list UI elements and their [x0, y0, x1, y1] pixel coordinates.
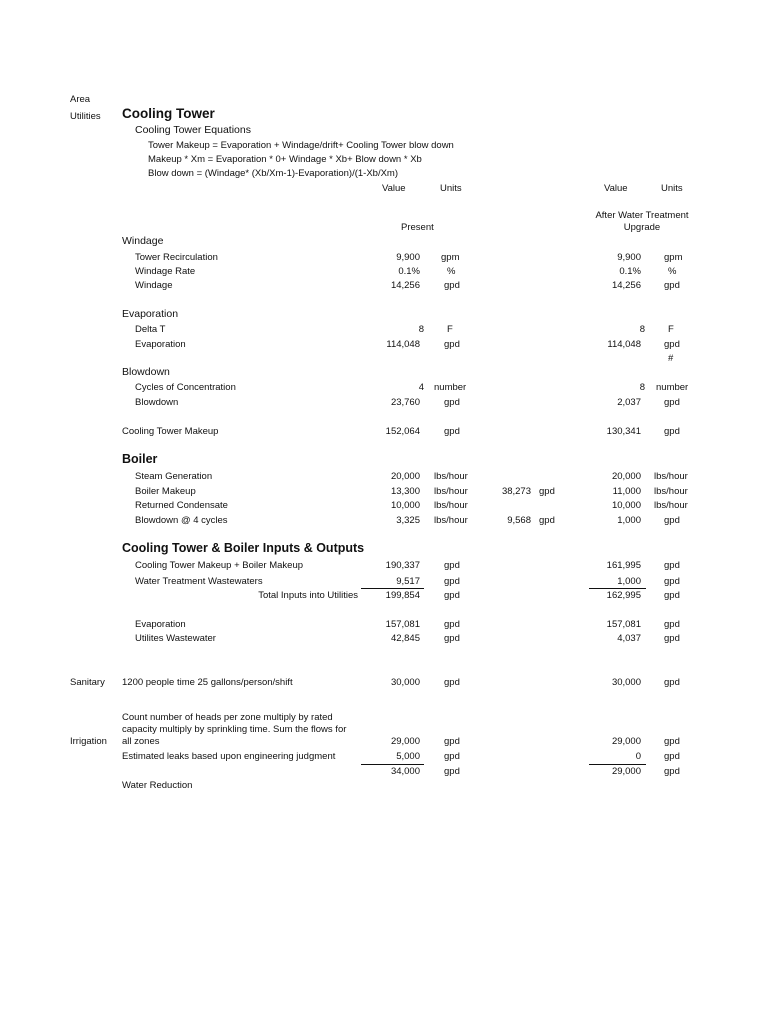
mid-value: 38,273: [501, 486, 531, 497]
row-label: Steam Generation: [135, 471, 213, 482]
after-units: gpd: [664, 339, 680, 350]
mid-value: 9,568: [507, 515, 531, 526]
row-label: Tower Recirculation: [135, 252, 218, 263]
irrigation-label: Irrigation: [70, 736, 107, 747]
present-value: 9,517: [396, 576, 420, 587]
after-value: 10,000: [611, 500, 641, 511]
after-units: lbs/hour: [654, 486, 688, 497]
after-units: F: [668, 324, 674, 335]
equations-title: Cooling Tower Equations: [135, 124, 251, 136]
equation-1: Tower Makeup = Evaporation + Windage/drift+ Cooling Tower blow down: [148, 140, 454, 151]
present-value: 30,000: [390, 677, 420, 688]
present-units: %: [447, 266, 456, 277]
after-units: gpd: [664, 633, 680, 644]
after-units: lbs/hour: [654, 471, 688, 482]
blowdown-header: Blowdown: [122, 366, 170, 378]
present-units: gpd: [444, 560, 460, 571]
present-value: 199,854: [385, 590, 420, 601]
after-units: gpd: [664, 560, 680, 571]
row-label: Delta T: [135, 324, 166, 335]
boiler-title: Boiler: [122, 452, 158, 466]
after-units: gpd: [664, 751, 680, 762]
after-value: 1,000: [617, 576, 641, 587]
equation-2: Makeup * Xm = Evaporation * 0+ Windage * Xb+ Blow down * Xb: [148, 154, 422, 165]
present-units: gpd: [444, 426, 460, 437]
present-units: gpm: [441, 252, 460, 263]
after-value: 20,000: [611, 471, 641, 482]
present-header: Present: [401, 222, 434, 233]
present-value: 23,760: [390, 397, 420, 408]
io-title: Cooling Tower & Boiler Inputs & Outputs: [122, 541, 365, 555]
after-units: %: [668, 266, 677, 277]
after-value: 30,000: [611, 677, 641, 688]
irrigation-sum-line-after: [589, 764, 646, 765]
leaks-label: Estimated leaks based upon engineering judgment: [122, 751, 336, 762]
irrigation-desc-line1: Count number of heads per zone multiply by rated: [122, 712, 333, 723]
present-units: gpd: [444, 619, 460, 630]
mid-units: gpd: [539, 486, 555, 497]
row-label: Cycles of Concentration: [135, 382, 236, 393]
mid-units: gpd: [539, 515, 555, 526]
present-units: lbs/hour: [434, 500, 468, 511]
after-units: gpd: [664, 280, 680, 291]
after-value: 29,000: [611, 736, 641, 747]
present-value: 8: [418, 324, 424, 335]
after-value: 2,037: [617, 397, 641, 408]
after-value: 11,000: [612, 486, 641, 497]
utilities-label: Utilities: [70, 111, 101, 122]
after-value: 157,081: [606, 619, 641, 630]
after-units: gpd: [664, 397, 680, 408]
after-units: gpd: [664, 515, 680, 526]
row-label: Windage: [135, 280, 173, 291]
after-units: gpd: [664, 619, 680, 630]
row-label: Utilites Wastewater: [135, 633, 216, 644]
after-units: lbs/hour: [654, 500, 688, 511]
row-label: Blowdown @ 4 cycles: [135, 515, 228, 526]
sanitary-label: Sanitary: [70, 677, 105, 688]
after-value: 0.1%: [619, 266, 641, 277]
present-units: gpd: [444, 397, 460, 408]
row-label: Returned Condensate: [135, 500, 228, 511]
irrigation-desc-line2: capacity multiply by sprinkling time. Sum the flows for: [122, 724, 347, 735]
row-label: Cooling Tower Makeup + Boiler Makeup: [135, 560, 304, 571]
value-header-present: Value: [382, 183, 406, 194]
present-value: 42,845: [390, 633, 420, 644]
hash-mark: #: [668, 353, 674, 364]
present-units: gpd: [444, 736, 460, 747]
row-label: Boiler Makeup: [135, 486, 196, 497]
after-units: gpd: [664, 736, 680, 747]
after-units: gpd: [664, 590, 680, 601]
present-value: 29,000: [390, 736, 420, 747]
row-label: Evaporation: [135, 619, 186, 630]
after-units: gpd: [664, 426, 680, 437]
present-units: gpd: [444, 339, 460, 350]
present-value: 114,048: [386, 339, 420, 350]
units-header-present: Units: [440, 183, 462, 194]
after-value: 161,995: [606, 560, 641, 571]
present-units: lbs/hour: [434, 486, 468, 497]
after-units: gpd: [664, 576, 680, 587]
after-header-line1: After Water Treatment: [595, 210, 689, 221]
present-value: 3,325: [396, 515, 420, 526]
present-units: lbs/hour: [434, 471, 468, 482]
after-units: number: [656, 382, 689, 393]
value-header-after: Value: [604, 183, 628, 194]
present-units: gpd: [444, 576, 460, 587]
after-value: 162,995: [606, 590, 641, 601]
evaporation-header: Evaporation: [122, 308, 179, 320]
present-units: gpd: [444, 751, 460, 762]
present-units: F: [447, 324, 453, 335]
after-value: 14,256: [611, 280, 641, 291]
after-value: 130,341: [606, 426, 641, 437]
present-value: 14,256: [390, 280, 420, 291]
present-value: 5,000: [396, 751, 420, 762]
present-units: number: [434, 382, 467, 393]
row-label: Water Treatment Wastewaters: [135, 576, 263, 587]
present-units: gpd: [444, 677, 460, 688]
after-units: gpd: [664, 766, 680, 777]
water-reduction-label: Water Reduction: [122, 780, 193, 791]
present-value: 4: [418, 382, 424, 393]
present-value: 152,064: [385, 426, 420, 437]
row-label: Evaporation: [135, 339, 186, 350]
equation-3: Blow down = (Windage* (Xb/Xm-1)-Evaporation)/(1-Xb/Xm): [148, 168, 398, 179]
after-units: gpm: [664, 252, 683, 263]
present-units: gpd: [444, 590, 460, 601]
row-label: Blowdown: [135, 397, 179, 408]
irrigation-desc-line3: all zones: [122, 736, 160, 747]
present-value: 34,000: [390, 766, 420, 777]
after-value: 114,048: [607, 339, 641, 350]
after-value: 29,000: [611, 766, 641, 777]
after-value: 8: [639, 324, 645, 335]
makeup-label: Cooling Tower Makeup: [122, 426, 219, 437]
present-value: 10,000: [390, 500, 420, 511]
after-value: 4,037: [617, 633, 641, 644]
present-value: 20,000: [390, 471, 420, 482]
units-header-after: Units: [661, 183, 683, 194]
present-units: gpd: [444, 633, 460, 644]
after-value: 8: [639, 382, 645, 393]
present-value: 13,300: [390, 486, 420, 497]
windage-header: Windage: [122, 235, 164, 247]
present-units: lbs/hour: [434, 515, 468, 526]
present-value: 157,081: [385, 619, 420, 630]
total-label: Total Inputs into Utilities: [258, 590, 358, 601]
after-value: 0: [635, 751, 641, 762]
sum-line-after: [589, 588, 646, 589]
after-value: 9,900: [617, 252, 641, 263]
after-value: 1,000: [617, 515, 641, 526]
sum-line-present: [361, 588, 424, 589]
present-value: 0.1%: [398, 266, 420, 277]
present-value: 190,337: [385, 560, 420, 571]
present-value: 9,900: [396, 252, 420, 263]
cooling-tower-title: Cooling Tower: [122, 106, 215, 121]
area-label: Area: [70, 94, 91, 105]
present-units: gpd: [444, 280, 460, 291]
row-label: Windage Rate: [135, 266, 196, 277]
irrigation-sum-line-present: [361, 764, 424, 765]
after-header-line2: Upgrade: [623, 222, 661, 233]
sanitary-desc: 1200 people time 25 gallons/person/shift: [122, 677, 293, 688]
present-units: gpd: [444, 766, 460, 777]
after-units: gpd: [664, 677, 680, 688]
